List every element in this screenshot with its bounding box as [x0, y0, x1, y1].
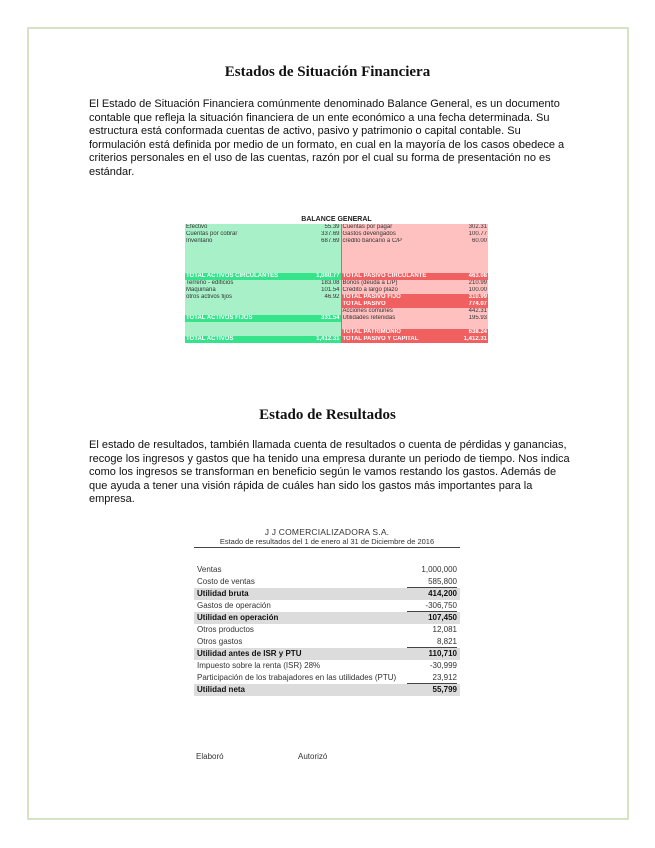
statement-subtitle: Estado de resultados del 1 de enero al 31 de Diciembre de 2016 — [194, 537, 460, 548]
liability-label: Credito a largo plazo — [341, 287, 441, 294]
balance-caption: BALANCE GENERAL — [301, 216, 372, 223]
total-fixed-assets-label: TOTAL ACTIVOS FIJOS — [185, 315, 297, 322]
total-liabilities-capital-label: TOTAL PASIVO Y CAPITAL — [341, 336, 441, 343]
liability-value: 302.31 — [441, 224, 488, 231]
total-current-liabilities-label: TOTAL PASIVO CIRCULANTE — [341, 273, 441, 280]
balance-title: Estados de Situación Financiera — [224, 64, 431, 80]
autorizo-label: Autorizó — [298, 752, 328, 761]
table-row — [185, 287, 488, 294]
table-row — [194, 588, 460, 600]
table-row — [194, 576, 460, 588]
elaboro-label: Elaboró — [196, 752, 224, 761]
row-label: Otros productos — [197, 625, 254, 634]
table-row — [185, 301, 488, 308]
row-value: 12,081 — [432, 625, 457, 634]
table-row — [194, 624, 460, 636]
row-label: Utilidad bruta — [197, 589, 249, 598]
row-value: 107,450 — [428, 613, 457, 622]
table-row — [194, 648, 460, 660]
row-value: 585,800 — [407, 576, 457, 588]
row-value: -30,999 — [429, 661, 457, 670]
asset-value: 687.69 — [297, 238, 341, 245]
row-label: Impuesto sobre la renta (ISR) 28% — [197, 661, 321, 670]
income-paragraph: El estado de resultados, también llamada cuenta de resultados o cuenta de pérdidas y ganancias, recoge los ingresos y gastos que ha tenido una empresa durante un periodo de tiempo. Nos indica como los ingresos se transforman en beneficio según le vamos restando los gastos. Además de que ayuda a tener una visión rápida de cuáles han sido los gastos más importantes para la empresa. — [89, 439, 570, 506]
liability-label: Cuentas por pagar — [341, 224, 441, 231]
balance-paragraph: El Estado de Situación Financiera comúnmente denominado Balance General, es un documento contable que refleja la situación financiera de un ente económico a una fecha determinada. Su estructura está conformada cuentas de activo, pasivo y patrimonio o capital contable. Su formulación está definida por medio de un formato, en cual en la mayoría de los casos obedece a criterios personales en el uso de las cuentas, razón por el cual su forma de presentación no es estándar. — [89, 98, 565, 178]
liability-value: 100.00 — [441, 287, 488, 294]
table-row — [185, 329, 488, 336]
liability-value: 100.77 — [441, 231, 488, 238]
row-label: Utilidad antes de ISR y PTU — [197, 649, 302, 658]
table-row — [185, 245, 488, 259]
asset-label: otros activos fijos — [185, 294, 297, 301]
table-row — [185, 294, 488, 301]
table-row — [194, 612, 460, 624]
table-row — [185, 280, 488, 287]
asset-value: 55.39 — [297, 224, 341, 231]
asset-label: Terreno - edificios — [185, 280, 297, 287]
total-equity-value: 638.24 — [441, 329, 488, 336]
equity-value: 195.93 — [441, 315, 488, 322]
table-row — [185, 315, 488, 322]
equity-label: Acciones comunes — [341, 308, 441, 315]
asset-label: Efectivo — [185, 224, 297, 231]
total-equity-label: TOTAL PATRIMONIO — [341, 329, 441, 336]
table-row — [185, 308, 488, 315]
table-row — [194, 600, 460, 612]
row-value: 1,000,000 — [421, 565, 457, 574]
total-liabilities-capital-value: 1,412.31 — [441, 336, 488, 343]
table-row — [185, 273, 488, 280]
asset-label: Inventario — [185, 238, 297, 245]
row-label: Utilidad neta — [197, 685, 246, 694]
total-liabilities-label: TOTAL PASIVO — [341, 301, 441, 308]
asset-value: 101.54 — [297, 287, 341, 294]
table-row — [185, 231, 488, 238]
table-row — [185, 224, 488, 231]
table-row — [194, 672, 460, 684]
equity-label: Utilidades retenidas — [341, 315, 441, 322]
total-current-liabilities-value: 463.08 — [441, 273, 488, 280]
liability-value: 210.99 — [441, 280, 488, 287]
row-label: Costo de ventas — [197, 577, 255, 586]
row-label: Otros gastos — [197, 637, 243, 646]
row-value: 55,799 — [432, 685, 457, 694]
liability-value: 60.00 — [441, 238, 488, 245]
total-assets-label: TOTAL ACTIVOS — [185, 336, 297, 343]
table-row — [194, 636, 460, 648]
table-row — [194, 660, 460, 672]
total-assets-value: 1,412.31 — [297, 336, 341, 343]
liability-label: Gastos devengados — [341, 231, 441, 238]
row-label: Gastos de operación — [197, 601, 271, 610]
row-value: 23,912 — [407, 672, 457, 684]
table-row — [194, 564, 460, 576]
balance-sheet — [185, 215, 488, 343]
asset-label: Maquinaria — [185, 287, 297, 294]
balance-table — [185, 224, 488, 343]
row-value: -306,750 — [407, 600, 457, 612]
total-liabilities-value: 774.07 — [441, 301, 488, 308]
row-value: 414,200 — [428, 589, 457, 598]
table-row — [185, 336, 488, 343]
row-value: 110,710 — [428, 649, 457, 658]
table-row — [185, 259, 488, 273]
asset-value: 337.69 — [297, 231, 341, 238]
total-current-assets-label: TOTAL ACTIVOS CIRCULANTES — [185, 273, 297, 280]
total-fixed-assets-value: 331.54 — [297, 315, 341, 322]
total-fixed-liabilities-value: 310.99 — [441, 294, 488, 301]
row-label: Ventas — [197, 565, 222, 574]
table-row — [194, 684, 460, 696]
liability-label: Bonos (deuda a L/P) — [341, 280, 441, 287]
total-fixed-liabilities-label: TOTAL PASIVO FIJO — [341, 294, 441, 301]
asset-label: Cuentas por cobrar — [185, 231, 297, 238]
table-row — [185, 238, 488, 245]
equity-value: 442.31 — [441, 308, 488, 315]
asset-value: 46.92 — [297, 294, 341, 301]
total-current-assets-value: 1,080.77 — [297, 273, 341, 280]
table-row — [185, 322, 488, 329]
asset-value: 183.08 — [297, 280, 341, 287]
row-value: 8,821 — [407, 636, 457, 648]
income-title: Estado de Resultados — [259, 407, 396, 423]
row-label: Utilidad en operación — [197, 613, 279, 622]
row-label: Participación de los trabajadores en las utilidades (PTU) — [197, 673, 397, 682]
income-statement — [194, 527, 460, 696]
liability-label: crédito bancario a C/P — [341, 238, 441, 245]
company-name: J J COMERCIALIZADORA S.A. — [264, 527, 390, 537]
